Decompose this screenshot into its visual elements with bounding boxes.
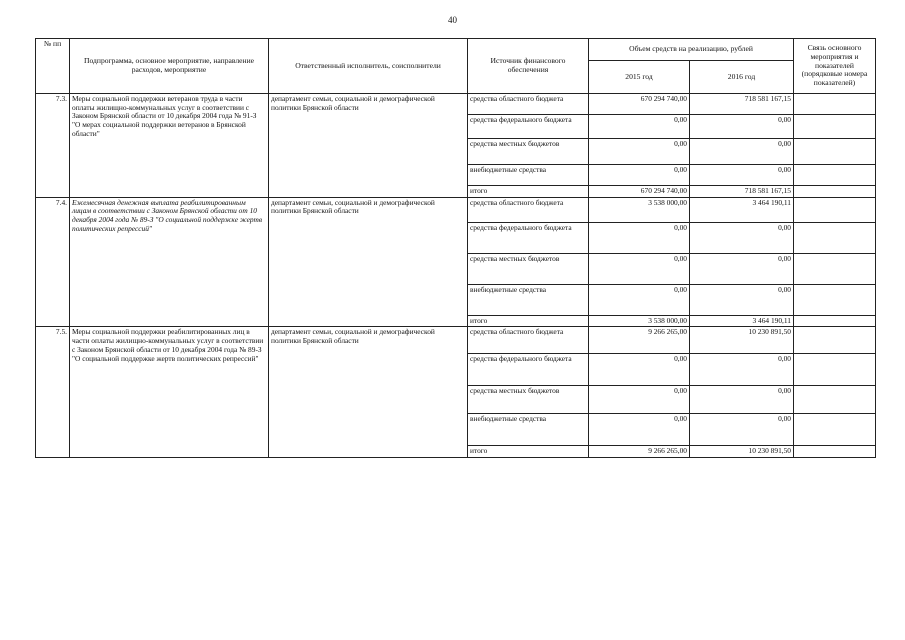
link-cell <box>794 414 876 446</box>
value-2015: 0,00 <box>589 284 690 315</box>
header-volume: Объем средств на реализацию, рублей <box>589 39 794 61</box>
link-cell <box>794 354 876 386</box>
section-number: 7.5. <box>36 327 70 458</box>
value-2016: 0,00 <box>690 165 794 186</box>
page-number: 40 <box>448 15 457 25</box>
link-cell <box>794 186 876 198</box>
value-2015: 670 294 740,00 <box>589 186 690 198</box>
source-cell: средства федерального бюджета <box>468 115 589 139</box>
section-number: 7.3. <box>36 94 70 198</box>
header-source: Источник финансового обеспечения <box>468 39 589 94</box>
value-2016: 0,00 <box>690 284 794 315</box>
source-cell: средства федерального бюджета <box>468 222 589 253</box>
table-row <box>36 327 876 354</box>
header-no: № пп <box>36 39 70 94</box>
source-cell: средства местных бюджетов <box>468 253 589 284</box>
section-program: Ежемесячная денежная выплата реабилитированным лицам в соответствии с Законом Брянской области от 10 декабря 2004 года № 89-З "О социальной поддержке жертв политических репрессий" <box>70 197 269 327</box>
source-cell: средства областного бюджета <box>468 197 589 222</box>
value-2016: 0,00 <box>690 253 794 284</box>
link-cell <box>794 197 876 222</box>
value-2016: 0,00 <box>690 222 794 253</box>
table-row <box>36 197 876 222</box>
link-cell <box>794 446 876 458</box>
table-row <box>36 94 876 115</box>
source-cell: средства федерального бюджета <box>468 354 589 386</box>
source-cell: внебюджетные средства <box>468 165 589 186</box>
value-2015: 3 538 000,00 <box>589 197 690 222</box>
budget-table <box>35 38 876 458</box>
header-year-2016: 2016 год <box>690 61 794 94</box>
value-2016: 718 581 167,15 <box>690 186 794 198</box>
section-executor: департамент семьи, социальной и демографической политики Брянской области <box>269 197 468 327</box>
header-year-2015: 2015 год <box>589 61 690 94</box>
link-cell <box>794 222 876 253</box>
source-cell: итого <box>468 446 589 458</box>
source-cell: средства областного бюджета <box>468 94 589 115</box>
value-2015: 0,00 <box>589 414 690 446</box>
value-2016: 0,00 <box>690 414 794 446</box>
value-2016: 0,00 <box>690 386 794 414</box>
value-2016: 0,00 <box>690 354 794 386</box>
source-cell: средства местных бюджетов <box>468 139 589 165</box>
link-cell <box>794 327 876 354</box>
header-executor: Ответственный исполнитель, соисполнители <box>269 39 468 94</box>
link-cell <box>794 139 876 165</box>
value-2016: 0,00 <box>690 115 794 139</box>
link-cell <box>794 94 876 115</box>
value-2016: 718 581 167,15 <box>690 94 794 115</box>
link-cell <box>794 315 876 327</box>
source-cell: средства местных бюджетов <box>468 386 589 414</box>
value-2015: 9 266 265,00 <box>589 446 690 458</box>
source-cell: средства областного бюджета <box>468 327 589 354</box>
link-cell <box>794 165 876 186</box>
value-2015: 0,00 <box>589 165 690 186</box>
value-2015: 0,00 <box>589 253 690 284</box>
link-cell <box>794 284 876 315</box>
value-2015: 670 294 740,00 <box>589 94 690 115</box>
value-2015: 0,00 <box>589 115 690 139</box>
section-number: 7.4. <box>36 197 70 327</box>
header-program: Подпрограмма, основное мероприятие, направление расходов, мероприятие <box>70 39 269 94</box>
value-2015: 0,00 <box>589 386 690 414</box>
value-2015: 9 266 265,00 <box>589 327 690 354</box>
link-cell <box>794 386 876 414</box>
value-2015: 0,00 <box>589 354 690 386</box>
value-2015: 0,00 <box>589 222 690 253</box>
source-cell: итого <box>468 186 589 198</box>
value-2016: 10 230 891,50 <box>690 327 794 354</box>
source-cell: внебюджетные средства <box>468 284 589 315</box>
source-cell: внебюджетные средства <box>468 414 589 446</box>
link-cell <box>794 115 876 139</box>
section-executor: департамент семьи, социальной и демографической политики Брянской области <box>269 327 468 458</box>
link-cell <box>794 253 876 284</box>
header-link: Связь основного мероприятия и показателей (порядковые номера показателей) <box>794 39 876 94</box>
source-cell: итого <box>468 315 589 327</box>
section-program: Меры социальной поддержки реабилитированных лиц в части оплаты жилищно-коммунальных услуг в соответствии с Законом Брянской области от 10 декабря 2004 года № 89-З "О социальной поддержке жертв политических репрессий" <box>70 327 269 458</box>
value-2016: 10 230 891,50 <box>690 446 794 458</box>
value-2015: 0,00 <box>589 139 690 165</box>
value-2015: 3 538 000,00 <box>589 315 690 327</box>
section-program: Меры социальной поддержки ветеранов труда в части оплаты жилищно-коммунальных услуг в соответствии с Законом Брянской области от 10 декабря 2004 года № 91-З "О мерах социальной поддержки ветеранов в Брянской области" <box>70 94 269 198</box>
value-2016: 3 464 190,11 <box>690 197 794 222</box>
value-2016: 0,00 <box>690 139 794 165</box>
value-2016: 3 464 190,11 <box>690 315 794 327</box>
section-executor: департамент семьи, социальной и демографической политики Брянской области <box>269 94 468 198</box>
